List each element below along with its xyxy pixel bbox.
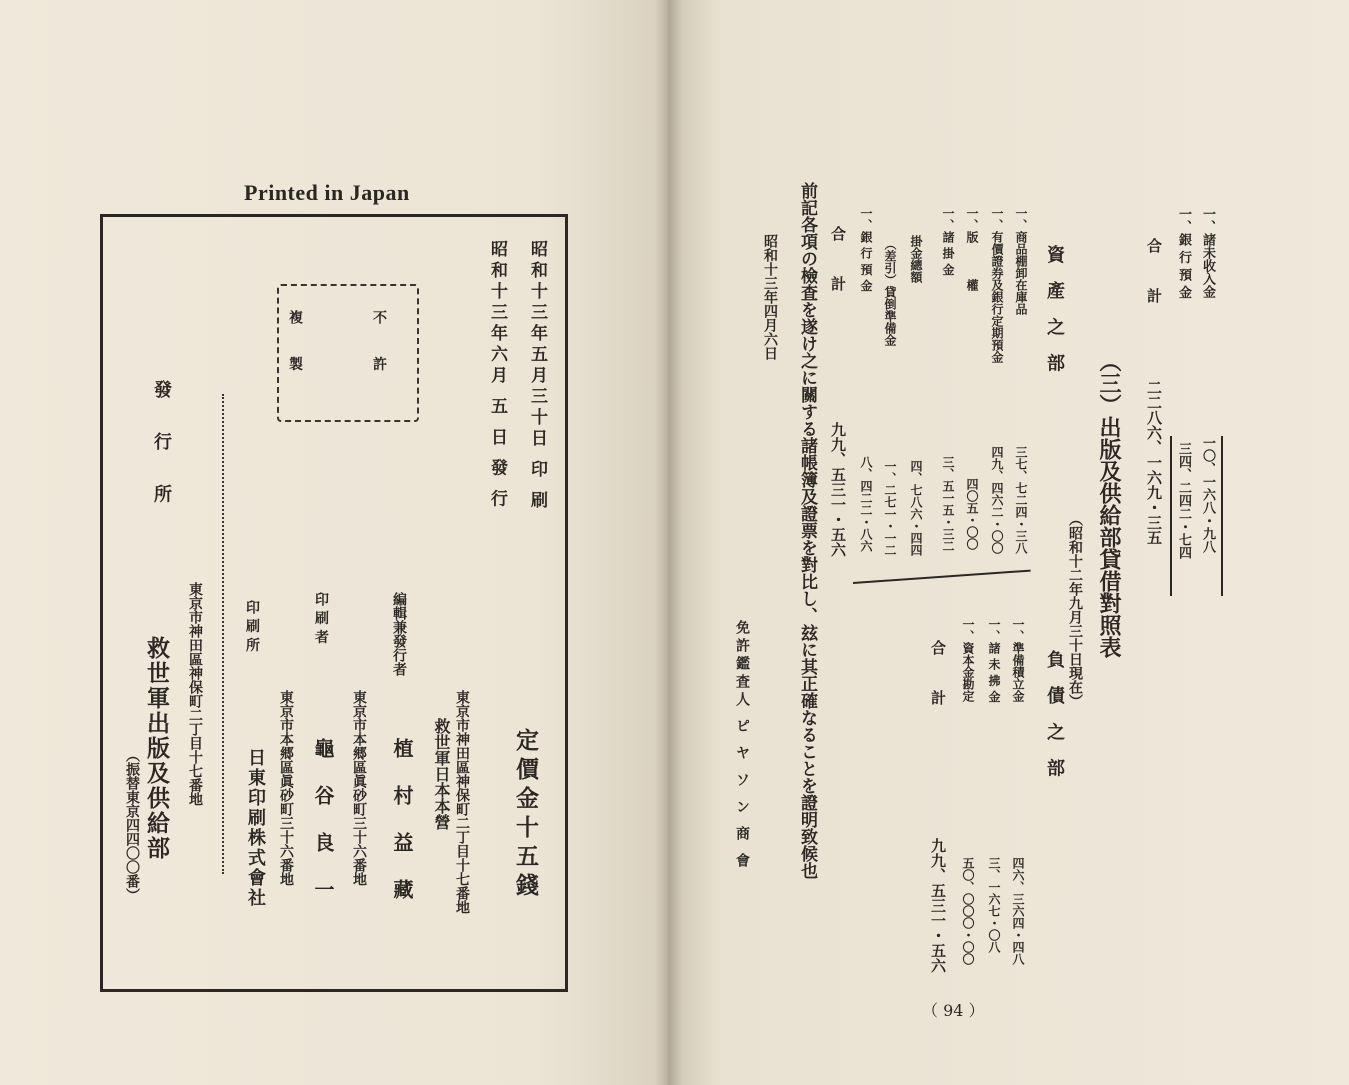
- asset-label: 一、有價證券及銀行定期預金: [990, 207, 1004, 363]
- asset-amount: 四九、四六二・〇〇: [990, 446, 1004, 554]
- asset-amount: 八、四二二・八六: [859, 456, 873, 552]
- publisher-name: 救世軍出版及供給部: [143, 636, 170, 861]
- editor-affiliation: 救世軍日本本營: [432, 718, 451, 830]
- liabilities-total-label: 合 計: [929, 640, 947, 715]
- liabilities-total-amount: 九九、五三一・五六: [929, 838, 947, 973]
- right-page: [668, 0, 1349, 1085]
- editor-address: 東京市神田區神保町二丁目十七番地: [454, 690, 470, 914]
- asset-amount: 一、二七一・一二: [883, 460, 897, 556]
- printer-label: 印 刷 者: [313, 592, 329, 644]
- liability-label: 一、諸 未 拂 金: [987, 618, 1001, 703]
- prev-row-label: 一、諸未收入金: [1200, 207, 1215, 298]
- prev-row-label: 一、銀 行 預 金: [1176, 207, 1191, 299]
- asset-amount: 四〇五・〇〇: [965, 478, 979, 550]
- liability-amount: 三、一六七・〇八: [987, 857, 1001, 953]
- asset-label: 一、諸 掛 金: [941, 207, 955, 276]
- editor-name: 植 村 益 藏: [390, 738, 414, 909]
- editor-label: 編輯兼發行者: [391, 592, 407, 676]
- asset-amount: 三七、七二四・三八: [1014, 446, 1028, 554]
- liability-amount: 五〇、〇〇〇・〇〇: [961, 857, 975, 965]
- printed-in-japan: Printed in Japan: [244, 180, 410, 205]
- issue-date: 昭和十三年六月 五 日 發 行: [487, 240, 507, 511]
- stamp-text-2: 複 製: [287, 310, 303, 385]
- page-number: （ 94 ）: [922, 1001, 985, 1020]
- asset-label: 一、版 權: [965, 207, 979, 291]
- printer-name: 龜 谷 良 一: [311, 738, 335, 909]
- assets-total-label: 合 計: [829, 226, 847, 301]
- assets-total-amount: 九九、五三一・五六: [829, 422, 847, 557]
- auditor: 免許鑑査人 ピ ヤ ソ ン 商 會: [734, 620, 750, 872]
- publisher-label: 發 行 所: [151, 380, 172, 517]
- print-shop-address: 東京市本郷區眞砂町三十六番地: [278, 690, 294, 886]
- asset-sublabel: （差引）貸倒準備金: [883, 238, 897, 346]
- certification-date: 昭和十三年四月六日: [762, 234, 778, 360]
- book-gutter: [655, 0, 683, 1085]
- asset-label: 一、銀 行 預 金: [859, 207, 873, 292]
- stamp-text-1: 不 許: [371, 310, 387, 385]
- publisher-address: 東京市神田區神保町二丁目十七番地: [187, 582, 203, 806]
- liability-amount: 四六、三六四・四八: [1011, 857, 1025, 965]
- certification-text: 前記各項の檢査を遂け之に關する諸帳簿及證票を對比し、玆に其正確なることを證明致候也: [797, 182, 817, 879]
- prev-row-amount: 三四、二四二・七四: [1176, 442, 1191, 559]
- liability-label: 一、資本金勘定: [961, 618, 975, 702]
- assets-heading: 資 產 之 部: [1044, 245, 1065, 378]
- print-shop-name: 日東印刷株式會社: [245, 748, 266, 908]
- prev-total-amount: 二二八六、一六九・三五: [1145, 380, 1163, 545]
- dotted-divider: [222, 394, 224, 874]
- sum-rule: [1170, 436, 1172, 596]
- printer-address: 東京市本郷區眞砂町三十六番地: [351, 690, 367, 886]
- asset-amount: 三、五一五・三二: [941, 456, 955, 552]
- as-of-date: （昭和十二年九月三十日現在）: [1067, 512, 1083, 708]
- print-shop-label: 印 刷 所: [244, 600, 260, 652]
- liabilities-heading: 負 債 之 部: [1044, 650, 1065, 783]
- prev-total-label: 合 計: [1145, 238, 1163, 313]
- asset-label: 一、商品棚卸在庫品: [1014, 207, 1028, 315]
- asset-amount: 四、七八六・四四: [909, 460, 923, 556]
- total-rule: [1221, 436, 1223, 596]
- liability-label: 一、準備積立金: [1011, 618, 1025, 702]
- prev-row-amount: 一〇、一六八・九八: [1200, 436, 1215, 553]
- balance-sheet-title: （三）出版及供給部貸借對照表: [1096, 350, 1122, 658]
- price: 定價金十五錢: [512, 728, 539, 902]
- asset-sublabel: 掛金總額: [909, 235, 923, 283]
- transfer-account: （振替東京四四〇〇番）: [124, 748, 140, 902]
- print-date: 昭和十三年五月三十日 印 刷: [527, 240, 547, 512]
